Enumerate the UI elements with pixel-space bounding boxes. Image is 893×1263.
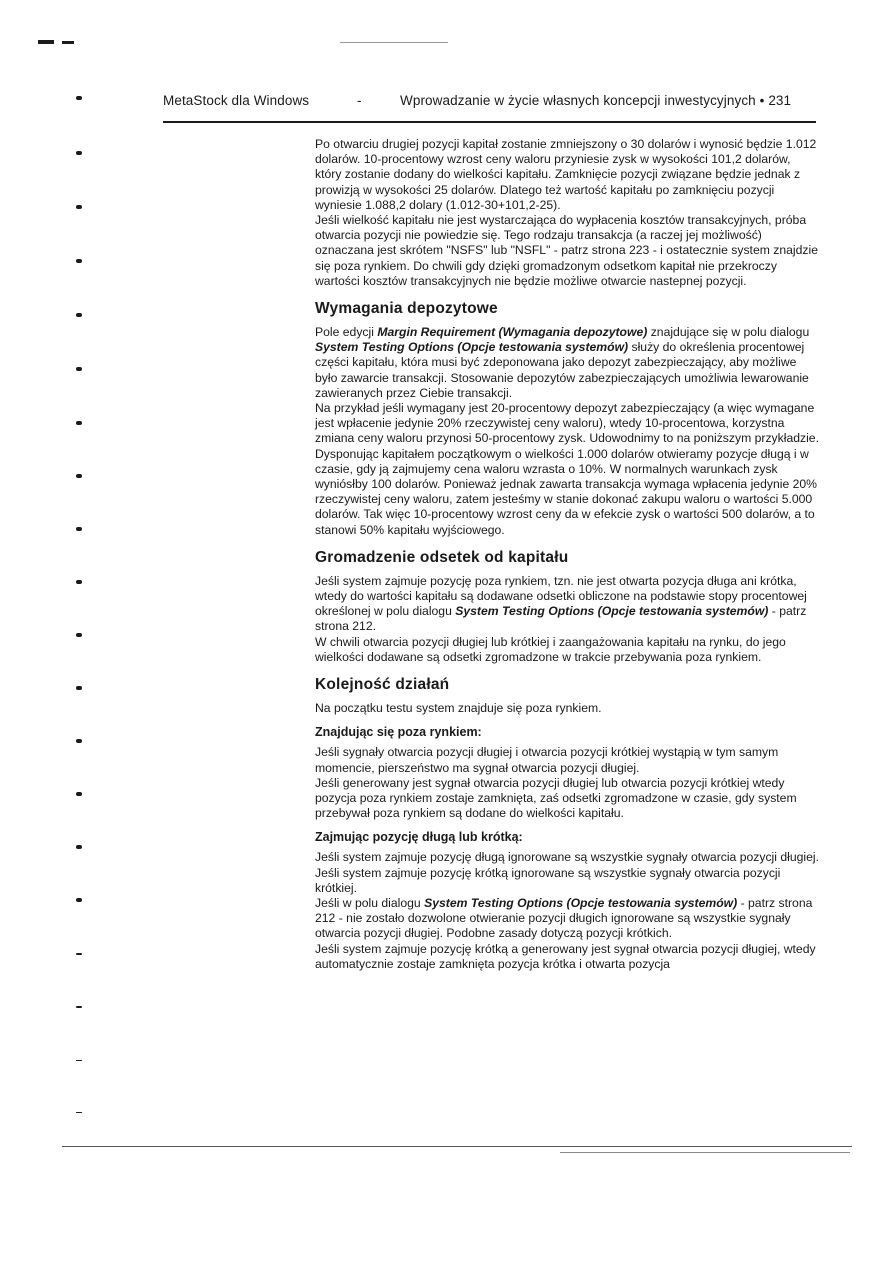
ui-dialog-reference: System Testing Options (Opcje testowania systemów) [424, 895, 738, 910]
binding-hole-mark [76, 845, 82, 849]
subsection-heading: Znajdując się poza rynkiem: [315, 725, 482, 740]
ui-dialog-reference: System Testing Options (Opcje testowania systemów) [455, 604, 769, 619]
header-rule [163, 121, 816, 123]
binding-hole-mark [76, 953, 82, 955]
ui-dialog-reference: System Testing Options (Opcje testowania systemów) [315, 340, 629, 355]
scan-artifact-bottom-line [62, 1146, 852, 1147]
header-book-title: MetaStock dla Windows [163, 93, 310, 108]
header-chapter-title: Wprowadzanie w życie własnych koncepcji inwestycyjnych • 231 [400, 93, 792, 108]
paragraph: Dysponując kapitałem początkowym o wielkości 1.000 dolarów otwieramy pozycje długą i w czasie, gdy ją zajmujemy cena waloru wzrasta o 10%. W normalnych warunkach zysk wyniósłby 100 dolarów. Ponieważ jednak zawarta transakcja wymaga wpłacenia jedynie 20% rzeczywistej ceny waloru, zatem jesteśmy w stanie dokonać zakupu waloru o wartości 5.000 dolarów. Tak więc 10-procentowy wzrost ceny da w efekcie zysk o wartości 500 dolarów, a to stanowi 50% kapitału wyjściowego. [315, 446, 817, 537]
binding-hole-mark [76, 421, 82, 425]
binding-hole-mark [76, 792, 82, 796]
section-heading: Kolejność działań [315, 676, 450, 694]
binding-hole-mark [76, 580, 82, 584]
paragraph: W chwili otwarcia pozycji długiej lub krótkiej i zaangażowania kapitału na rynku, do jego wielkości dodawane są odsetki zgromadzone w trakcie przebywania poza rynkiem. [315, 634, 786, 664]
paragraph: Po otwarciu drugiej pozycji kapitał zostanie zmniejszony o 30 dolarów i wynosić będzie 1.012 dolarów. 10-procentowy wzrost ceny waloru przyniesie zysk w wysokości 101,2 dolarów, który zostanie dodany do wielkości kapitału. Zamknięcie pozycji związane będzie jednak z prowizją w wysokości 25 dolarów. Dlatego też wartość kapitału po zamknięciu pozycji wyniesie 1.088,2 dolary (1.012-30+101,2-25). [315, 137, 817, 212]
binding-hole-mark [76, 151, 82, 155]
paragraph: Jeśli system zajmuje pozycję poza rynkiem, tzn. nie jest otwarta pozycja długa ani krótka, wtedy do wartości kapitału są dodawane odsetki obliczone na podstawie stopy procentowej określonej w polu dialogu System Testing Options (Opcje testowania systemów) - patrz strona 212. [315, 573, 807, 634]
paragraph: Jeśli w polu dialogu System Testing Options (Opcje testowania systemów) - patrz strona 212 - nie zostało dozwolone otwieranie pozycji długich ignorowane są wszystkie sygnały otwarcia pozycji długiej. Podobne zasady dotyczą pozycji krótkich. [315, 895, 813, 941]
binding-hole-mark [76, 527, 82, 531]
page-content [315, 137, 820, 972]
paragraph: Jeśli generowany jest sygnał otwarcia pozycji długiej lub otwarcia pozycji krótkiej wtedy pozycja poza rynkiem zostaje zamknięta, zaś odsetki zgromadzone w czasie, gdy system przebywał poza rynkiem są dodane do wielkości kapitału. [315, 775, 797, 821]
binding-hole-mark [76, 259, 82, 263]
scan-artifact-dash [38, 40, 54, 44]
binding-hole-mark [76, 96, 82, 100]
paragraph: Jeśli wielkość kapitału nie jest wystarczająca do wypłacenia kosztów transakcyjnych, próba otwarcia pozycji nie powiedzie się. Tego rodzaju transakcja (a raczej jej możliwość) oznaczana jest skrótem "NSFS" lub "NSFL" - patrz strona 223 - i ostatecznie system znajdzie się poza rynkiem. Do chwili gdy dzięki gromadzonym odsetkom kapitał nie przekroczy wartości kosztów transakcyjnych nie będzie możliwe otwarcie nastepnej pozycji. [315, 213, 818, 288]
scan-artifact-bottom-line [560, 1152, 850, 1153]
paragraph: Jeśli system zajmuje pozycję długą ignorowane są wszystkie sygnały otwarcia pozycji długiej. Jeśli system zajmuje pozycję krótką ignorowane są wszystkie sygnały otwarcia pozycji krótkiej. [315, 850, 819, 895]
binding-hole-mark [76, 474, 82, 478]
binding-hole-mark [76, 205, 82, 209]
paragraph: Na przykład jeśli wymagany jest 20-procentowy depozyt zabezpieczający (a więc wymagane jest wpłacenie jedynie 20% rzeczywistej ceny waloru), wtedy 10-procentowa, korzystna zmiana ceny waloru przynosi 50-procentowy zysk. Udowodnimy to na poniższym przykładzie. [315, 401, 819, 446]
scan-artifact-top-line [340, 42, 448, 43]
paragraph: Jeśli sygnały otwarcia pozycji długiej i otwarcia pozycji krótkiej wystąpią w tym samym momencie, pierszeństwo ma sygnał otwarcia pozycji długiej. [315, 745, 779, 775]
binding-hole-mark [76, 313, 82, 317]
binding-hole-mark [76, 1112, 82, 1113]
scan-artifact-dash [62, 41, 74, 44]
paragraph: Na początku testu system znajduje się poza rynkiem. [315, 701, 602, 716]
binding-hole-mark [76, 686, 82, 690]
binding-hole-mark [76, 1060, 82, 1061]
section-heading: Wymagania depozytowe [315, 300, 498, 318]
paragraph: Pole edycji Margin Requirement (Wymagania depozytowe) znajdujące się w polu dialogu System Testing Options (Opcje testowania systemów) służy do określenia procentowej części kapitału, która musi być zdeponowana jako depozyt zabezpieczający, aby możliwe było zawarcie transakcji. Stosowanie depozytów zabezpieczających umożliwia lewarowanie zawieranych przez Ciebie transakcji. [315, 325, 810, 400]
paragraph: Jeśli system zajmuje pozycję krótką a generowany jest sygnał otwarcia pozycji długiej, wtedy automatycznie zostaje zamknięta pozycja krótka i otwarta pozycja [315, 941, 816, 971]
binding-hole-mark [76, 739, 82, 743]
binding-hole-mark [76, 633, 82, 637]
binding-hole-mark [76, 898, 82, 902]
header-separator: - [357, 93, 362, 108]
ui-field-reference: Margin Requirement (Wymagania depozytowe) [377, 325, 648, 340]
binding-hole-mark [76, 1006, 82, 1008]
section-heading: Gromadzenie odsetek od kapitału [315, 548, 569, 566]
binding-hole-mark [76, 367, 82, 371]
subsection-heading: Zajmując pozycję długą lub krótką: [315, 830, 523, 845]
